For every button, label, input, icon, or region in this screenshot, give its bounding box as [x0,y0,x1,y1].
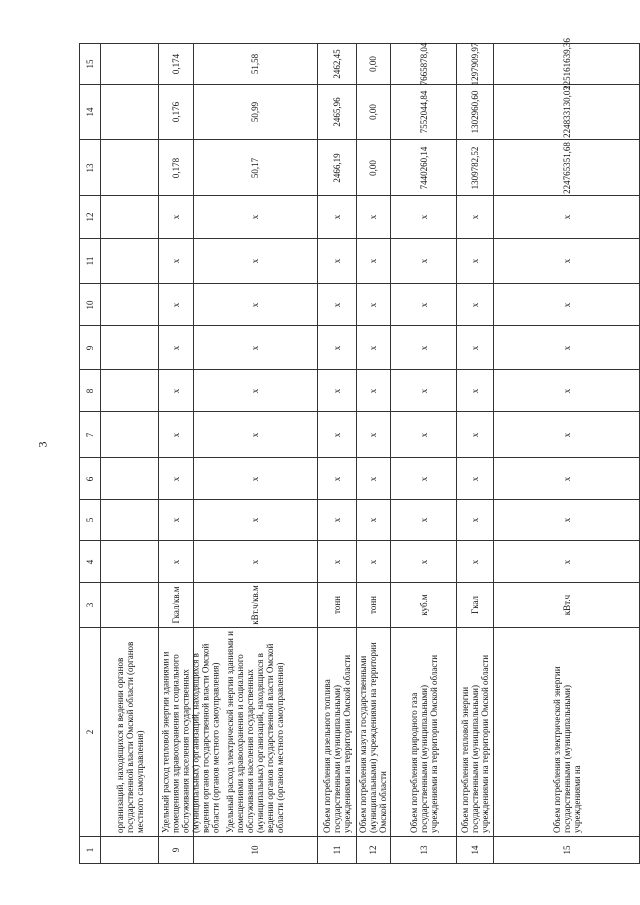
x-cell: х [250,476,261,481]
x-cell: х [418,517,429,523]
x-cell: х [250,258,261,264]
x-cell: х [418,345,429,350]
indicator-name: организаций, находящихся в ведении органов государственной власти Омской области (органов местного самоуправления) [114,641,145,833]
table-row [80,583,640,628]
value-col14: 224833130,03 [561,86,572,138]
value-col14: 0,00 [368,104,379,120]
x-cell: х [250,302,261,307]
x-cell: х [470,476,481,481]
value-col15: 225161639,36 [561,38,572,90]
value-col14: 7552044,84 [418,90,429,134]
indicator-name: Удельный расход тепловой энергии зданиями и помещениями здравоохранения и социального обслуживания населения государственных (муниципальных) организаций, находящихся в ведении органов государственной власти Омской области (органов местного самоуправления) [160,643,221,833]
x-cell: х [331,345,342,350]
table-row [80,196,640,239]
table-row [80,284,640,326]
unit-cell: тонн [331,596,342,614]
value-col15: 1297909,97 [470,42,481,86]
x-cell: х [470,559,481,564]
column-number: 15 [84,59,95,69]
unit-cell: куб.м [418,594,429,616]
x-cell: х [250,432,261,437]
x-cell: х [331,302,342,307]
column-number: 14 [84,107,95,117]
x-cell: х [470,517,481,523]
page-number: 3 [35,441,50,448]
x-cell: х [368,302,379,307]
column-number: 12 [84,212,95,222]
value-col13: 2466,19 [331,152,342,183]
indicator-name: Объем потребления дизельного топлива государственными (муниципальными) учреждениями на территории Омской области [321,654,352,833]
unit-cell: Гкал/кв.м [170,586,181,624]
value-col14: 1302960,60 [470,90,481,134]
x-cell: х [368,214,379,220]
table-row [80,239,640,284]
x-cell: х [170,432,181,437]
value-col15: 0,00 [368,56,379,72]
table-row [80,326,640,370]
x-cell: х [331,476,342,481]
x-cell: х [170,517,181,523]
row-number: 13 [418,845,429,855]
x-cell: х [418,302,429,307]
x-cell: х [418,476,429,481]
column-number: 11 [84,256,95,266]
x-cell: х [250,214,261,220]
value-col13: 0,178 [170,157,181,178]
column-number: 5 [84,517,95,523]
value-col15: 2462,45 [331,49,342,79]
x-cell: х [561,258,572,264]
table-row [80,412,640,458]
x-cell: х [418,388,429,393]
indicator-name: Объем потребления тепловой энергии государственными (муниципальными) учреждениями на территории Омской области [460,654,491,833]
column-number: 2 [84,729,95,735]
value-col15: 7665878,04 [418,42,429,86]
x-cell: х [561,345,572,350]
table-row [80,628,640,837]
x-cell: х [418,214,429,220]
x-cell: х [250,559,261,564]
x-cell: х [331,517,342,523]
x-cell: х [418,258,429,264]
row-number: 10 [250,845,261,855]
table-row [80,837,640,864]
value-col15: 51,58 [250,53,261,75]
x-cell: х [170,258,181,264]
value-col13: 1309782,52 [470,146,481,189]
x-cell: х [561,302,572,307]
x-cell: х [331,214,342,220]
x-cell: х [418,559,429,564]
x-cell: х [250,388,261,393]
x-cell: х [331,559,342,564]
x-cell: х [368,559,379,564]
x-cell: х [561,559,572,564]
x-cell: х [170,345,181,350]
x-cell: х [561,517,572,523]
unit-cell: кВт.ч/кв.м [250,585,261,625]
x-cell: х [331,432,342,437]
x-cell: х [470,388,481,393]
column-number: 8 [84,388,95,393]
indicator-name: Удельный расход электрической энергии зданиями и помещениями здравоохранения и социального обслуживания населения государственных (муниципальных) организаций, находящихся в ведении органов государственной власти Омской области (органов местного самоуправления) [225,631,286,833]
column-number: 9 [84,345,95,350]
unit-cell: тонн [368,596,379,614]
x-cell: х [170,388,181,393]
x-cell: х [170,559,181,564]
x-cell: х [561,432,572,437]
x-cell: х [368,258,379,264]
x-cell: х [368,476,379,481]
value-col13: 50,17 [250,157,261,178]
indicator-name: Объем потребления электрической энергии государственными (муниципальными) учреждениями на [551,666,582,833]
value-col13: 224765351,68 [561,141,572,194]
column-number: 10 [84,300,95,309]
x-cell: х [250,517,261,523]
x-cell: х [418,432,429,437]
unit-cell: кВт.ч [561,594,572,616]
column-number: 7 [84,432,95,437]
column-number: 6 [84,476,95,481]
table-row [80,44,640,85]
x-cell: х [561,476,572,481]
column-number: 3 [84,602,95,608]
unit-cell: Гкал [470,595,481,615]
table-row [80,541,640,583]
indicator-name: Объем потребления природного газа государственными (муниципальными) учреждениями на территории Омской области [408,654,439,833]
x-cell: х [368,388,379,393]
x-cell: х [368,345,379,350]
value-col14: 0,176 [170,101,181,123]
indicator-name: Объем потребления мазута государственными (муниципальными) учреждениями на территории Омской области [358,642,389,833]
x-cell: х [470,258,481,264]
row-number: 9 [170,847,181,853]
value-col13: 7440260,14 [418,146,429,189]
x-cell: х [470,302,481,307]
row-number: 15 [561,845,572,855]
x-cell: х [170,302,181,307]
table-row [80,370,640,412]
x-cell: х [170,476,181,481]
row-number: 12 [368,845,379,855]
column-number: 4 [84,559,95,564]
table-row [80,500,640,541]
column-number: 13 [84,163,95,172]
x-cell: х [470,345,481,350]
value-col15: 0,174 [170,53,181,75]
value-col14: 2465,96 [331,97,342,127]
row-number: 11 [331,845,342,855]
x-cell: х [250,345,261,350]
x-cell: х [368,517,379,523]
row-number: 14 [470,845,481,855]
column-number: 1 [84,847,95,853]
x-cell: х [470,432,481,437]
x-cell: х [470,214,481,220]
table-row [80,85,640,140]
x-cell: х [561,388,572,393]
x-cell: х [561,214,572,220]
value-col14: 50,99 [250,101,261,123]
table-row [80,140,640,196]
value-col13: 0,00 [368,159,379,176]
indicators-table [79,38,640,864]
x-cell: х [170,214,181,220]
x-cell: х [331,388,342,393]
x-cell: х [331,258,342,264]
x-cell: х [368,432,379,437]
table-row [80,458,640,500]
